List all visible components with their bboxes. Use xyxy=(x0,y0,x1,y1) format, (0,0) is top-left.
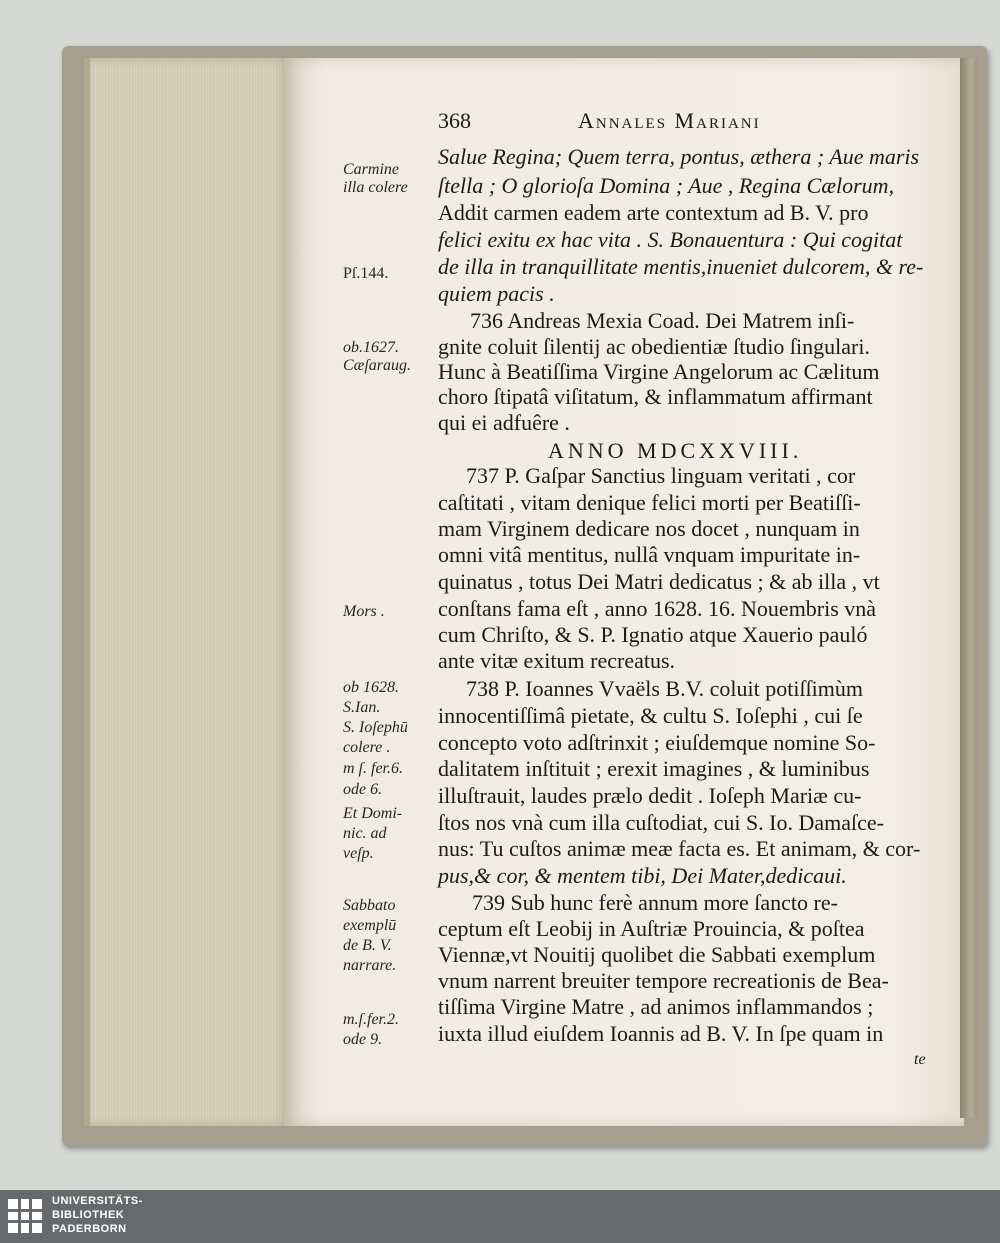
text-line: ſtella ; O glorioſa Domina ; Aue , Regina Cælorum, xyxy=(438,173,895,198)
text-line: Hunc à Beatiſſima Virgine Angelorum ac Cælitum xyxy=(438,359,880,384)
library-logo-icon xyxy=(8,1199,42,1233)
margin-note: ode 6. xyxy=(343,781,383,798)
text-line: choro ſtipatâ viſitatum, & inflammatum affirmant xyxy=(438,384,873,409)
text-line: Viennæ,vt Nouitij quolibet die Sabbati exemplum xyxy=(438,942,876,967)
footer-bar xyxy=(0,1190,1000,1243)
library-name xyxy=(52,1194,143,1236)
margin-note: veſp. xyxy=(343,845,374,862)
library-name-line: UNIVERSITÄTS- xyxy=(52,1195,143,1207)
library-name-line: BIBLIOTHEK xyxy=(52,1209,125,1221)
text-line: dalitatem inſtituit ; erexit imagines , & luminibus xyxy=(438,756,870,781)
margin-note: Cæſaraug. xyxy=(343,357,412,374)
text-line: 737 P. Gaſpar Sanctius linguam veritati , cor xyxy=(466,463,856,488)
text-line: nus: Tu cuſtos animæ meæ facta es. Et animam, & cor- xyxy=(438,836,921,861)
page-edges xyxy=(84,58,290,1126)
margin-note: nic. ad xyxy=(343,825,387,842)
text-line: innocentiſſimâ pietate, & cultu S. Ioſephi , cui ſe xyxy=(438,703,863,728)
text-line: Salue Regina; Quem terra, pontus, æthera ; Aue maris xyxy=(438,144,920,169)
margin-note: narrare. xyxy=(343,957,397,974)
margin-note: colere . xyxy=(343,739,391,756)
text-line: quiem pacis . xyxy=(438,281,555,306)
text-line: 736 Andreas Mexia Coad. Dei Matrem inſi- xyxy=(470,308,855,333)
margin-note: m ſ. fer.6. xyxy=(343,760,403,777)
text-line: ceptum eſt Leobij in Auſtriæ Prouincia, & poſtea xyxy=(438,916,865,941)
page-number: 368 xyxy=(438,108,471,133)
margin-note: Carmine xyxy=(343,161,399,178)
library-name-line: PADERBORN xyxy=(52,1223,127,1235)
text-line: felici exitu ex hac vita . S. Bonauentura : Qui cogitat xyxy=(438,227,903,252)
margin-note: S. Ioſephū xyxy=(343,719,408,736)
text-line: mam Virginem dedicare nos docet , nunquam in xyxy=(438,516,860,541)
margin-note: S.Ian. xyxy=(343,699,381,716)
text-line: de illa in tranquillitate mentis,inueniet dulcorem, & re- xyxy=(438,254,924,279)
margin-note: Sabbato xyxy=(343,897,396,914)
margin-note: Et Domi- xyxy=(343,805,403,822)
text-line: caſtitati , vitam denique felici morti per Beatiſſi- xyxy=(438,490,861,515)
text-line: tiſſima Virgine Matre , ad animos inflammandos ; xyxy=(438,994,874,1019)
text-line: pus,& cor, & mentem tibi, Dei Mater,dedicaui. xyxy=(438,863,847,888)
text-line: qui ei adfuêre . xyxy=(438,410,570,435)
text-line: 738 P. Ioannes Vvaëls B.V. coluit potiſſimùm xyxy=(466,676,864,701)
text-line: gnite coluit ſilentij ac obedientiæ ſtudio ſingulari. xyxy=(438,334,870,359)
text-line: cum Chriſto, & S. P. Ignatio atque Xauerio pauló xyxy=(438,622,868,647)
text-line: conſtans fama eſt , anno 1628. 16. Nouembris vnà xyxy=(438,596,877,621)
margin-note: Pſ.144. xyxy=(343,265,389,282)
text-line: ſtos nos vnà cum illa cuſtodiat, cui S. Io. Damaſce- xyxy=(438,810,885,835)
text-line: concepto voto adſtrinxit ; eiuſdemque nomine So- xyxy=(438,730,876,755)
margin-note: ode 9. xyxy=(343,1031,383,1048)
text-line: illuſtrauit, laudes prælo dedit . Ioſeph Mariæ cu- xyxy=(438,783,862,808)
facing-page-edge xyxy=(960,58,978,1118)
text-line: 739 Sub hunc ferè annum more ſancto re- xyxy=(472,890,838,915)
text-line: iuxta illud eiuſdem Ioannis ad B. V. In ſpe quam in xyxy=(438,1021,884,1046)
margin-note: de B. V. xyxy=(343,937,392,954)
running-title: Annales Mariani xyxy=(578,108,761,133)
margin-note: m.ſ.fer.2. xyxy=(343,1011,399,1028)
text-line: quinatus , totus Dei Matri dedicatus ; & ab illa , vt xyxy=(438,569,880,594)
text-line: Addit carmen eadem arte contextum ad B. V. pro xyxy=(438,200,869,225)
text-line: omni vitâ mentitus, nullâ vnquam impuritate in- xyxy=(438,542,861,567)
margin-note: exemplū xyxy=(343,917,397,934)
margin-note: ob 1628. xyxy=(343,679,399,696)
margin-note: ob.1627. xyxy=(343,339,399,356)
margin-note: illa colere xyxy=(343,179,408,196)
text-line: ante vitæ exitum recreatus. xyxy=(438,648,676,673)
margin-note: Mors . xyxy=(343,603,385,620)
text-line: vnum narrent breuiter tempore recreationis de Bea- xyxy=(438,968,889,993)
year-heading: ANNO MDCXXVIII. xyxy=(548,438,803,463)
catchword: te xyxy=(914,1051,926,1068)
